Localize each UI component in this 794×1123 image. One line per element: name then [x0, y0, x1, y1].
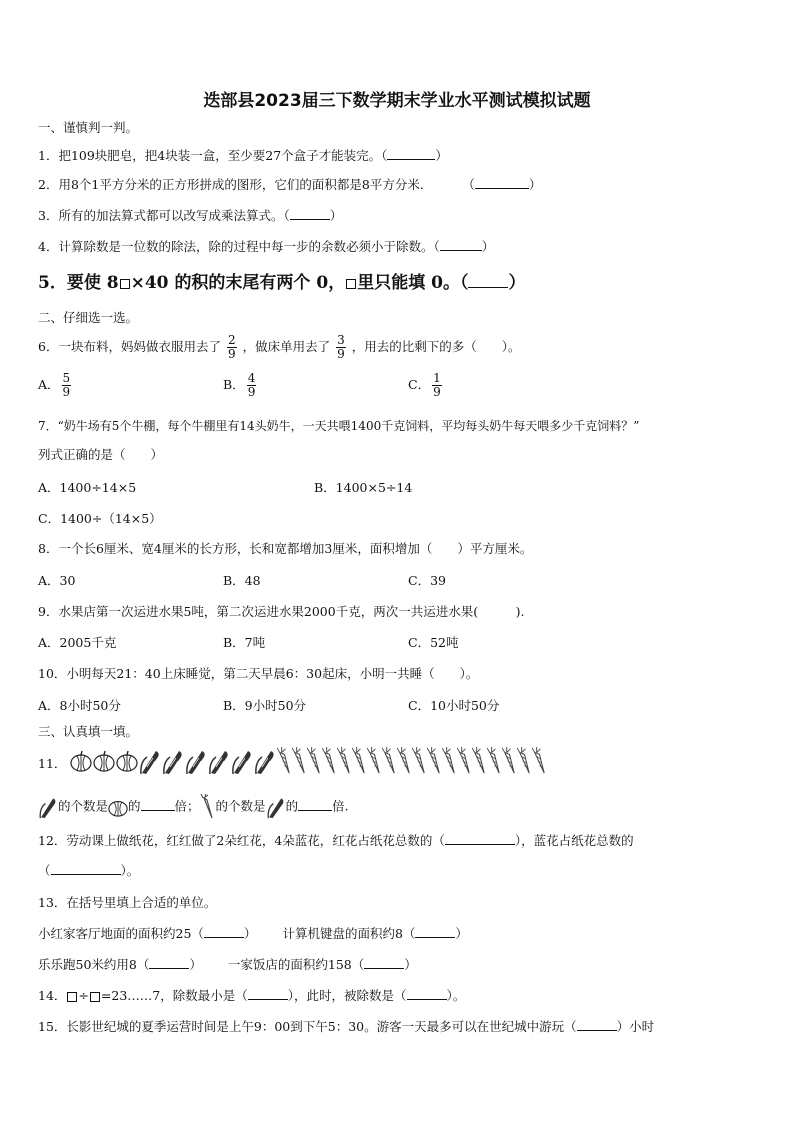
question-11-number: 11． [38, 756, 67, 771]
corn-icon [266, 795, 286, 819]
answer-blank[interactable] [577, 1018, 617, 1031]
empty-box-icon [346, 279, 356, 289]
question-12-cont: （ ）。 [38, 863, 140, 878]
fraction: $\frac{3}{9}$ [337, 333, 345, 361]
answer-blank[interactable] [475, 176, 529, 189]
q6-option-c[interactable]: C． $\frac{1}{9}$ [408, 371, 441, 399]
answer-blank[interactable] [445, 832, 515, 845]
q9-option-b[interactable]: B．7吨 [223, 635, 266, 650]
question-9: 9．水果店第一次运进水果5吨，第二次运进水果2000千克，两次一共运进水果( ). [38, 604, 525, 619]
fraction: $\frac{2}{9}$ [227, 333, 236, 361]
answer-blank[interactable] [204, 925, 244, 938]
q10-option-b[interactable]: B．9小时50分 [223, 698, 307, 713]
carrot-icon [502, 746, 517, 776]
question-12: 12．劳动课上做纸花，红红做了2朵红花，4朵蓝花，红花占纸花总数的（ ），蓝花占纸花总数的 [38, 833, 634, 848]
q10-option-a[interactable]: A．8小时50分 [38, 698, 121, 713]
corn-icon [139, 747, 161, 775]
carrot-icon [517, 746, 532, 776]
answer-blank[interactable] [440, 238, 482, 251]
q10-option-c[interactable]: C．10小时50分 [408, 698, 500, 713]
answer-blank[interactable] [468, 275, 508, 288]
question-14: 14． ÷ =23……7，除数最小是（ ），此时，被除数是（ ）。 [38, 988, 466, 1003]
corn-icon [185, 747, 207, 775]
pumpkin-icon [70, 750, 92, 772]
empty-box-icon [120, 279, 130, 289]
carrot-icon [352, 746, 367, 776]
carrot-icon [322, 746, 337, 776]
carrot-icon [367, 746, 382, 776]
carrot-icon [457, 746, 472, 776]
q8-option-a[interactable]: A．30 [38, 573, 76, 588]
carrot-icon [307, 746, 322, 776]
q9-option-c[interactable]: C．52吨 [408, 635, 459, 650]
pumpkin-icon [93, 750, 115, 772]
question-2: 2．用8个1平方分米的正方形拼成的图形，它们的面积都是8平方分米． （ ） [38, 177, 542, 192]
q7-option-c[interactable]: C．1400÷（14×5） [38, 511, 162, 526]
carrot-icon [277, 746, 292, 776]
question-3: 3．所有的加法算式都可以改写成乘法算式。（ ） [38, 208, 343, 223]
carrot-icon [337, 746, 352, 776]
q11-picture-row [70, 746, 547, 776]
answer-blank[interactable] [298, 798, 332, 811]
carrot-icon [412, 746, 427, 776]
q9-option-a[interactable]: A．2005千克 [38, 635, 117, 650]
carrot-icon [427, 746, 442, 776]
answer-blank[interactable] [290, 207, 330, 220]
corn-icon [162, 747, 184, 775]
q8-option-c[interactable]: C．39 [408, 573, 446, 588]
corn-icon [254, 747, 276, 775]
q6-option-a[interactable]: A． $\frac{5}{9}$ [38, 371, 71, 399]
question-10: 10．小明每天21：40上床睡觉，第二天早晨6：30起床，小明一共睡（ ）。 [38, 666, 479, 681]
answer-blank[interactable] [248, 987, 288, 1000]
carrot-icon [472, 746, 487, 776]
empty-box-icon [90, 992, 100, 1002]
carrot-icon [200, 794, 216, 820]
q8-option-b[interactable]: B．48 [223, 573, 261, 588]
corn-icon [231, 747, 253, 775]
carrot-icon [442, 746, 457, 776]
question-4: 4．计算除数是一位数的除法，除的过程中每一步的余数必须小于除数。（ ） [38, 239, 495, 254]
corn-icon [208, 747, 230, 775]
answer-blank[interactable] [141, 798, 175, 811]
question-15: 15．长影世纪城的夏季运营时间是上午9：00到下午5：30。游客一天最多可以在世纪城中游玩（ ）小时 [38, 1019, 655, 1034]
carrot-group [277, 746, 547, 776]
answer-blank[interactable] [149, 956, 189, 969]
answer-blank[interactable] [364, 956, 404, 969]
question-8: 8．一个长6厘米、宽4厘米的长方形，长和宽都增加3厘米，面积增加（ ）平方厘米。 [38, 541, 533, 556]
answer-blank[interactable] [51, 862, 121, 875]
q6-option-b[interactable]: B． $\frac{4}{9}$ [223, 371, 256, 399]
section-1-heading: 一、谨慎判一判。 [38, 120, 139, 135]
page-title: 迭部县2023届三下数学期末学业水平测试模拟试题 [203, 91, 591, 111]
question-11-sentence: 的个数是 的 倍； 的个数是 的 倍. [38, 794, 349, 820]
question-13-row-1: 小红家客厅地面的面积约25（ ） 计算机键盘的面积约8（ ） [38, 926, 468, 941]
question-5: 5．要使 8 ×40 的积的末尾有两个 0， 里只能填 0。（ ） [38, 273, 526, 293]
carrot-icon [397, 746, 412, 776]
section-2-heading: 二、仔细选一选。 [38, 310, 139, 325]
q7-option-a[interactable]: A．1400÷14×5 [38, 480, 137, 495]
answer-blank[interactable] [415, 925, 455, 938]
answer-blank[interactable] [387, 147, 435, 160]
question-6: 6．一块布料，妈妈做衣服用去了 $\frac{2}{9}$ ，做床单用去了 $\frac{3}{9}$ ，用去的比剩下的多（ ）。 [38, 333, 521, 361]
corn-icon [38, 795, 58, 819]
carrot-icon [382, 746, 397, 776]
question-13: 13．在括号里填上合适的单位。 [38, 895, 217, 910]
empty-box-icon [67, 992, 77, 1002]
question-7-prompt: 列式正确的是（ ） [38, 447, 164, 462]
carrot-icon [532, 746, 547, 776]
pumpkin-icon [108, 797, 128, 817]
question-1: 1．把109块肥皂，把4块装一盒，至少要27个盒子才能装完。（ ） [38, 148, 448, 163]
section-3-heading: 三、认真填一填。 [38, 724, 139, 739]
answer-blank[interactable] [407, 987, 447, 1000]
q7-option-b[interactable]: B．1400×5÷14 [314, 480, 413, 495]
question-13-row-2: 乐乐跑50米约用8（ ） 一家饭店的面积约158（ ） [38, 957, 417, 972]
pumpkin-icon [116, 750, 138, 772]
carrot-icon [487, 746, 502, 776]
carrot-icon [292, 746, 307, 776]
question-7: 7．“奶牛场有5个牛棚，每个牛棚里有14头奶牛，一天共喂1400千克饲料，平均每头奶牛每天喂多少千克饲料？” [38, 419, 640, 433]
